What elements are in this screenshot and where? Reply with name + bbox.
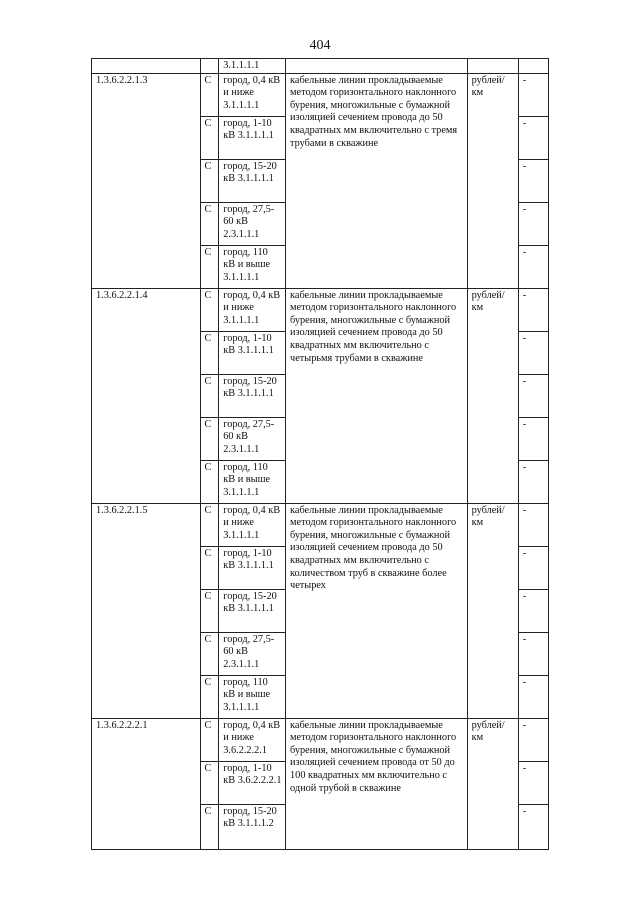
category-cell: С	[200, 718, 219, 761]
voltage-cell: город, 110 кВ и выше 3.1.1.1.1	[219, 245, 286, 288]
voltage-cell: город, 1-10 кВ 3.1.1.1.1	[219, 546, 286, 589]
value-cell: -	[518, 589, 548, 632]
category-cell: С	[200, 546, 219, 589]
value-cell	[518, 59, 548, 74]
category-cell: С	[200, 245, 219, 288]
voltage-cell: 3.1.1.1.1	[219, 59, 286, 74]
code-cell: 1.3.6.2.2.1.5	[92, 503, 201, 718]
value-cell: -	[518, 288, 548, 331]
category-cell: С	[200, 116, 219, 159]
tariff-table	[91, 58, 549, 850]
voltage-cell: город, 1-10 кВ 3.1.1.1.1	[219, 116, 286, 159]
voltage-cell: город, 27,5-60 кВ 2.3.1.1.1	[219, 632, 286, 675]
table-row	[92, 59, 549, 74]
voltage-cell: город, 27,5-60 кВ 2.3.1.1.1	[219, 202, 286, 245]
category-cell: С	[200, 460, 219, 503]
table-body	[92, 59, 549, 850]
value-cell: -	[518, 202, 548, 245]
page-number: 404	[309, 38, 331, 53]
value-cell: -	[518, 331, 548, 374]
description-cell: кабельные линии прокладываемые методом горизонтального наклонного бурения, многожильные с бумажной изоляцией сечением провода до 50 квадратных мм включительно с тремя трубами в скважине	[286, 73, 468, 288]
code-cell: 1.3.6.2.2.2.1	[92, 718, 201, 849]
table-row	[92, 73, 549, 116]
voltage-cell: город, 15-20 кВ 3.1.1.1.1	[219, 589, 286, 632]
value-cell: -	[518, 159, 548, 202]
voltage-cell: город, 0,4 кВ и ниже 3.6.2.2.2.1	[219, 718, 286, 761]
description-cell	[286, 59, 468, 74]
voltage-cell: город, 0,4 кВ и ниже 3.1.1.1.1	[219, 288, 286, 331]
value-cell: -	[518, 761, 548, 804]
table-row	[92, 503, 549, 546]
category-cell: С	[200, 632, 219, 675]
category-cell: С	[200, 331, 219, 374]
category-cell: С	[200, 202, 219, 245]
category-cell: С	[200, 675, 219, 718]
voltage-cell: город, 110 кВ и выше 3.1.1.1.1	[219, 675, 286, 718]
value-cell: -	[518, 245, 548, 288]
voltage-cell: город, 0,4 кВ и ниже 3.1.1.1.1	[219, 73, 286, 116]
value-cell: -	[518, 374, 548, 417]
description-cell: кабельные линии прокладываемые методом горизонтального наклонного бурения, многожильные с бумажной изоляцией сечением провода до 50 квадратных мм включительно с количеством труб в скважине более четырех	[286, 503, 468, 718]
voltage-cell: город, 110 кВ и выше 3.1.1.1.1	[219, 460, 286, 503]
voltage-cell: город, 15-20 кВ 3.1.1.1.2	[219, 804, 286, 849]
voltage-cell: город, 1-10 кВ 3.6.2.2.2.1	[219, 761, 286, 804]
value-cell: -	[518, 503, 548, 546]
table-row	[92, 288, 549, 331]
unit-cell: рублей/ км	[467, 73, 518, 288]
voltage-cell: город, 1-10 кВ 3.1.1.1.1	[219, 331, 286, 374]
table-row	[92, 718, 549, 761]
category-cell: С	[200, 374, 219, 417]
description-cell: кабельные линии прокладываемые методом горизонтального наклонного бурения, многожильные с бумажной изоляцией сечением провода от 50 до 100 квадратных мм включительно с одной трубой в скважине	[286, 718, 468, 849]
category-cell: С	[200, 589, 219, 632]
category-cell: С	[200, 503, 219, 546]
voltage-cell: город, 27,5-60 кВ 2.3.1.1.1	[219, 417, 286, 460]
unit-cell: рублей/ км	[467, 718, 518, 849]
category-cell: С	[200, 804, 219, 849]
value-cell: -	[518, 632, 548, 675]
category-cell: С	[200, 159, 219, 202]
value-cell: -	[518, 116, 548, 159]
voltage-cell: город, 15-20 кВ 3.1.1.1.1	[219, 374, 286, 417]
category-cell: С	[200, 73, 219, 116]
voltage-cell: город, 15-20 кВ 3.1.1.1.1	[219, 159, 286, 202]
category-cell: С	[200, 288, 219, 331]
value-cell: -	[518, 73, 548, 116]
code-cell: 1.3.6.2.2.1.3	[92, 73, 201, 288]
category-cell: С	[200, 761, 219, 804]
voltage-cell: город, 0,4 кВ и ниже 3.1.1.1.1	[219, 503, 286, 546]
value-cell: -	[518, 417, 548, 460]
unit-cell: рублей/ км	[467, 503, 518, 718]
code-cell	[92, 59, 201, 74]
code-cell: 1.3.6.2.2.1.4	[92, 288, 201, 503]
value-cell: -	[518, 546, 548, 589]
unit-cell: рублей/ км	[467, 288, 518, 503]
value-cell: -	[518, 675, 548, 718]
description-cell: кабельные линии прокладываемые методом горизонтального наклонного бурения, многожильные с бумажной изоляцией сечением провода до 50 квадратных мм включительно с четырьмя трубами в скважине	[286, 288, 468, 503]
category-cell: С	[200, 417, 219, 460]
unit-cell	[467, 59, 518, 74]
value-cell: -	[518, 804, 548, 849]
category-cell	[200, 59, 219, 74]
value-cell: -	[518, 718, 548, 761]
value-cell: -	[518, 460, 548, 503]
